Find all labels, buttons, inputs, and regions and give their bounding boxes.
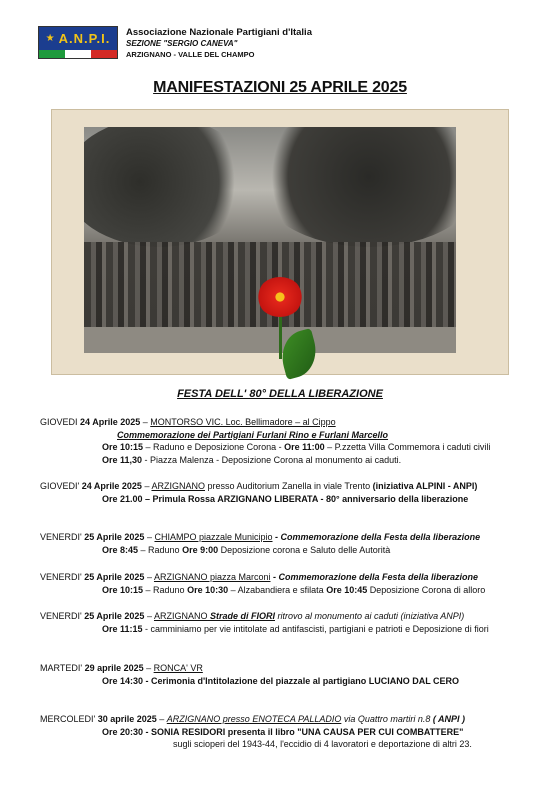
event-enoteca-palladio: MERCOLEDI' 30 aprile 2025 – ARZIGNANO presso ENOTECA PALLADIO via Quattro martiri n.8 ( ANPI ) Ore 20:30 - SONIA RESIDORI presenta il libro "UNA CAUSA PER CUI COMBATTERE" sugli scioperi del 1943-44, l'eccidio di 4 lavoratori e deportazione di altri 23. xyxy=(40,714,472,750)
historic-photo xyxy=(51,109,509,375)
org-section: SEZIONE "SERGIO CANEVA" xyxy=(126,39,238,48)
event-chiampo: VENERDI' 25 Aprile 2025 – CHIAMPO piazzale Municipio - Commemorazione della Festa della liberazione Ore 8:45 – Raduno Ore 9:00 Deposizione corona e Saluto delle Autorità xyxy=(40,532,481,555)
organization-header xyxy=(126,27,312,60)
italian-flag-stripes xyxy=(39,50,117,58)
org-location: ARZIGNANO - VALLE DEL CHAMPO xyxy=(126,50,255,59)
event-arzignano-marconi: VENERDI' 25 Aprile 2025 – ARZIGNANO piazza Marconi - Commemorazione della Festa della liberazione Ore 10:15 – Raduno Ore 10:30 – Alzabandiera e sfilata Ore 10:45 Deposizione Corona di alloro xyxy=(40,572,486,595)
org-name: Associazione Nazionale Partigiani d'Italia xyxy=(126,27,312,38)
star-icon: ★ xyxy=(45,33,56,44)
red-flower-icon xyxy=(257,277,317,377)
event-ronca: MARTEDI' 29 aprile 2025 – RONCA' VR Ore 14:30 - Cerimonia d'Intitolazione del piazzale al partigiano LUCIANO DAL CERO xyxy=(40,663,460,686)
event-arzignano-auditorium: GIOVEDI' 24 Aprile 2025 – ARZIGNANO presso Auditorium Zanella in viale Trento (iniziativa ALPINI - ANPI) Ore 21.00 – Primula Rossa ARZIGNANO LIBERATA - 80° anniversario della liberazione xyxy=(40,481,478,504)
anpi-logo xyxy=(38,26,118,59)
event-montorso: GIOVEDI 24 Aprile 2025 – MONTORSO VIC. Loc. Bellimadore – al Cippo Commemorazione dei Partigiani Furlani Rino e Furlani Marcello Ore 10:15 – Raduno e Deposizione Corona - Ore 11:00 – P.zzetta Villa Commemora i caduti civili Ore 11,30 - Piazza Malenza - Deposizione Corona al monumento ai caduti. xyxy=(40,417,491,465)
event-strade-di-fiori: VENERDI' 25 Aprile 2025 – ARZIGNANO Strade di FIORI ritrovo al monumento ai caduti (iniziativa ANPI) Ore 11:15 - camminiamo per vie intitolate ad antifascisti, partigiani e patrioti e Deposizione di fiori xyxy=(40,611,489,634)
festa-subtitle: FESTA DELL' 80° DELLA LIBERAZIONE xyxy=(177,388,383,400)
logo-text: A.N.P.I. xyxy=(58,31,111,46)
page-title: MANIFESTAZIONI 25 APRILE 2025 xyxy=(153,79,407,96)
event-place: MONTORSO VIC. Loc. Bellimadore – al Cippo xyxy=(150,417,336,427)
